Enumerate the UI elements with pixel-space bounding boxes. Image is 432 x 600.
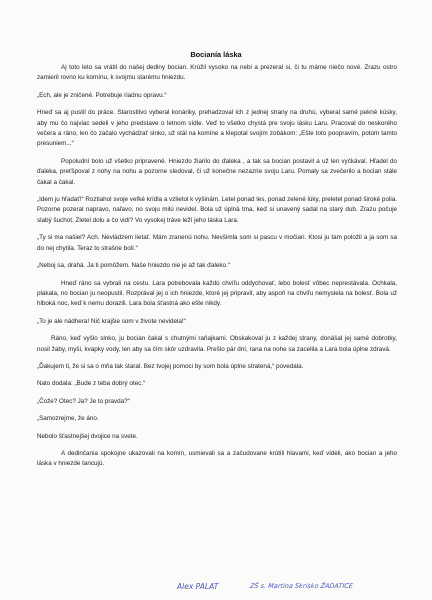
- paragraph: „Idem ju hľadať!“ Roztiahol svoje veľké krídla a vzlietol k výšinám. Letel ponad les, ponad zelené lúky, preletel ponad široké polia. Pozorne pozeral napravo, naľavo, no svoju milú nevidel. Bola už úplná tma, keď si unavený sadal na starý dub. Zrazu počuje slabý šuchot. Zletel dolu a čo vidí? Vo vysokej tráve leží jeho láska Lara.: [37, 196, 397, 224]
- handwritten-signature: [0, 582, 432, 596]
- paragraph: „Ty si ma našiel? Ach. Nevládzem lietať. Mám zranenú nohu. Nevšimla som si pascu v močiari. Ktosi ju tam položil a ja som sa do nej chytila. Teraz to strašne bolí.“: [37, 234, 397, 252]
- school-name: ZŠ s. Martina Skrisko ŽADATICE: [249, 582, 354, 590]
- paragraph: „To je ale nádhera! Nič krajšie som v živote nevidela!“: [37, 317, 186, 325]
- paragraph: Ráno, keď vyšlo slnko, ju bocian čakal s chutnými raňajkami. Obskakoval ju z každej strany, donášal jej samé dobrotky, nosil žaby, myši, kvapky vody, len aby sa čím skôr uzdravila. Prešlo pár dní, rana na nohe sa zacelila a Lara bola úplne zdravá.: [37, 335, 397, 353]
- story-body: [37, 63, 397, 477]
- paragraph: Popoludní bolo už všetko pripravené. Hniezdo žiarilo do ďaleka , a tak sa bocian postavil a už len vyčkával. Hľadel do ďaleka, preťšpoval z nohy na nohu a pozorne sledoval, či už konečne nezazrie svoju Laru. Pomaly sa zvečerilo a bocian stále čakal a čakal.: [37, 157, 397, 186]
- paragraph: Aj toto leto sa vrátil do našej dediny bocian. Krúžil vysoko na nebi a prezeral si, či tu máme niečo nové. Zrazu ostro zamieril rovno ku komínu, k svojmu starému hniezdu.: [37, 64, 397, 82]
- paragraph: Hneď sa aj pustil do práce. Starostlivo vyberal konáriky, prehadzoval ich z jednej strany na druhú, vyberal samé pekné kúsky, aby mu čo najviac sedeli v jeho predstave o letnom sídle. Veď to všetko chystá pre svoju lásku Laru. Pracoval do neskorého večera a ráno, len čo začalo vychádzať slnko, už stál na komíne a klepotal svojím zobákom: „Ešte toto poopravím, potom tamto presuniem...“: [37, 109, 397, 148]
- author-name: Alex PALAT: [177, 582, 219, 591]
- paragraph: „Ech, ale je zničené. Potrebuje riadnu opravu.“: [37, 91, 167, 99]
- paragraph: Nato dodala: „Bude z teba dobrý otec.“: [37, 380, 146, 388]
- paragraph: Nebolo šťastnejšej dvojice na svete.: [37, 432, 138, 440]
- paragraph: „Ďakujem ti, že si sa o mňa tak staral. Bez tvojej pomoci by som bola úplne stratená,“ povedala.: [37, 362, 304, 370]
- paragraph: A dedinčania spokojne ukazovali na komín, usmievali sa a začudovane krútili hlavami, keď videli, ako bocian a jeho láska v hniezde tancujú.: [37, 449, 397, 468]
- paragraph: „Samozrejme, že áno.: [37, 415, 99, 423]
- paragraph: „Čože? Otec? Ja? Je to pravda?“: [37, 397, 130, 405]
- paragraph: „Neboj sa, drahá. Ja ti pomôžem. Naše hniezdo nie je až tak ďaleko.“: [37, 262, 230, 270]
- document-title: Bocianía láska: [190, 50, 242, 59]
- paragraph: Hneď ráno sa vybrali na cestu. Lara potrebovala každú chvíľu oddychovať, lebo bolesť vôbec neprestávala. Ochkala, plakala, no bocian ju neopustil. Rozprával jej o ich hniezde, ktoré jej pripravil, aby aspoň na chvíľu nemyslela na bolesť. Bola už hlboká noc, keď k nemu dorazili. Lara bola šťastná ako ešte nikdy.: [37, 279, 397, 308]
